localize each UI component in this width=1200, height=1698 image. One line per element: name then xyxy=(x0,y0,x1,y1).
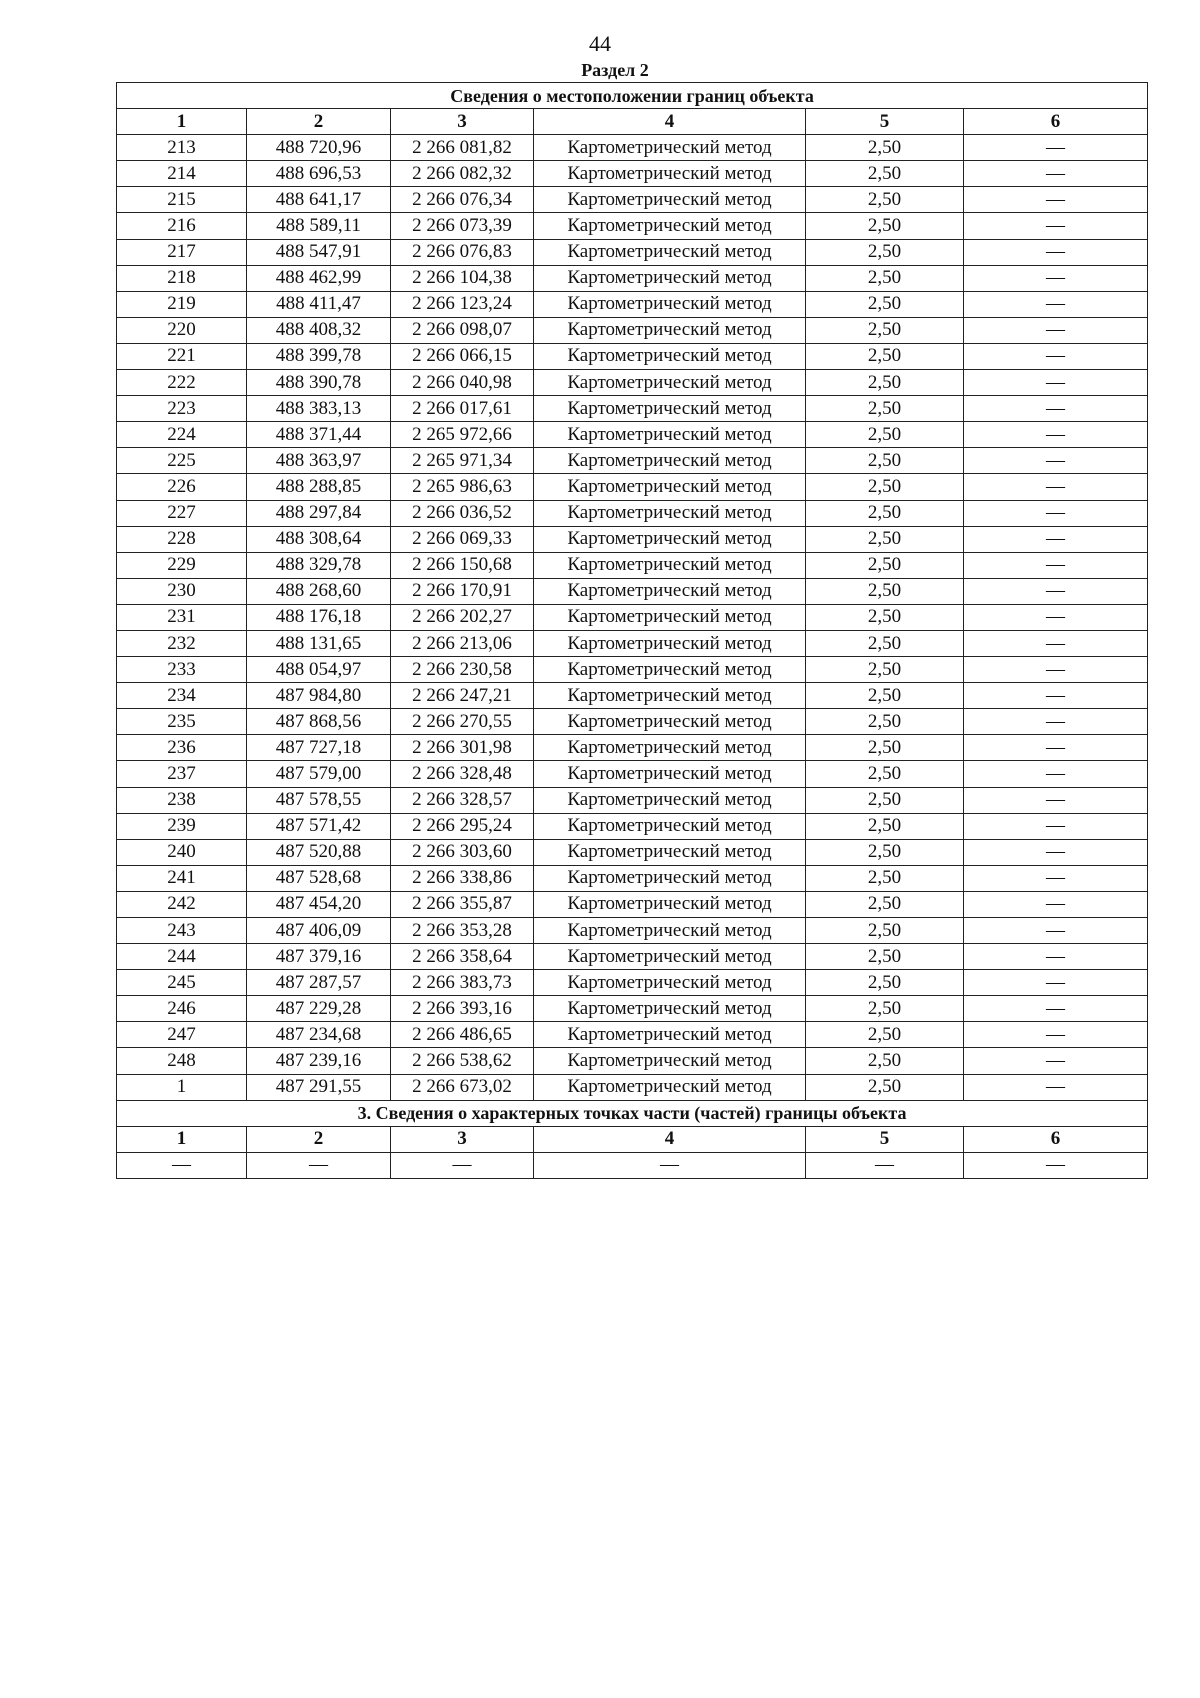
table-cell: 2 265 972,66 xyxy=(391,422,534,448)
table-row xyxy=(117,187,1148,213)
table-cell: — xyxy=(964,630,1148,656)
table-cell: 2 266 081,82 xyxy=(391,135,534,161)
column-header: 2 xyxy=(247,1126,391,1152)
table-cell: Картометрический метод xyxy=(534,918,806,944)
table-cell: 2 266 202,27 xyxy=(391,604,534,630)
table-cell: 239 xyxy=(117,813,247,839)
table-cell: 487 379,16 xyxy=(247,944,391,970)
table-cell: 228 xyxy=(117,526,247,552)
table-cell: 220 xyxy=(117,317,247,343)
table-cell: 2 266 073,39 xyxy=(391,213,534,239)
table-cell: — xyxy=(964,291,1148,317)
table-row xyxy=(117,630,1148,656)
table-cell: 2,50 xyxy=(806,891,964,917)
table-cell: 487 727,18 xyxy=(247,735,391,761)
table-cell: Картометрический метод xyxy=(534,370,806,396)
table-cell: 1 xyxy=(117,1074,247,1100)
table-row xyxy=(117,709,1148,735)
table-cell: 214 xyxy=(117,161,247,187)
table-cell: 487 287,57 xyxy=(247,970,391,996)
table-cell: 237 xyxy=(117,761,247,787)
table-cell: 488 641,17 xyxy=(247,187,391,213)
table-cell: 2,50 xyxy=(806,865,964,891)
column-header: 5 xyxy=(806,109,964,135)
table-row xyxy=(117,839,1148,865)
table-cell: 240 xyxy=(117,839,247,865)
table-cell: 2,50 xyxy=(806,813,964,839)
table-cell: — xyxy=(964,1048,1148,1074)
table-cell: Картометрический метод xyxy=(534,265,806,291)
table-cell: 487 291,55 xyxy=(247,1074,391,1100)
table-cell: Картометрический метод xyxy=(534,970,806,996)
coordinates-table-body xyxy=(117,83,1148,1179)
table-cell: Картометрический метод xyxy=(534,761,806,787)
table-cell: 215 xyxy=(117,187,247,213)
table-row xyxy=(117,370,1148,396)
table-row xyxy=(117,343,1148,369)
table-cell: 213 xyxy=(117,135,247,161)
table-row xyxy=(117,474,1148,500)
table-cell: — xyxy=(964,865,1148,891)
table-cell: 487 984,80 xyxy=(247,683,391,709)
table-cell: 2,50 xyxy=(806,291,964,317)
table-cell: — xyxy=(964,552,1148,578)
table-row xyxy=(117,683,1148,709)
table-cell: 218 xyxy=(117,265,247,291)
table-row xyxy=(117,213,1148,239)
table-cell: 487 579,00 xyxy=(247,761,391,787)
table-cell: — xyxy=(964,918,1148,944)
table-cell: 221 xyxy=(117,343,247,369)
table-cell: 488 288,85 xyxy=(247,474,391,500)
table-cell: 2 266 328,57 xyxy=(391,787,534,813)
table-cell: 488 297,84 xyxy=(247,500,391,526)
column-header: 2 xyxy=(247,109,391,135)
table-cell: 2 266 069,33 xyxy=(391,526,534,552)
table-cell: 487 239,16 xyxy=(247,1048,391,1074)
table-row xyxy=(117,761,1148,787)
table-row xyxy=(117,918,1148,944)
table-cell: 247 xyxy=(117,1022,247,1048)
table-caption: 3. Сведения о характерных точках части (частей) границы объекта xyxy=(117,1100,1148,1126)
table-cell: Картометрический метод xyxy=(534,161,806,187)
table-cell: 225 xyxy=(117,448,247,474)
table-header-row xyxy=(117,109,1148,135)
table-cell: Картометрический метод xyxy=(534,735,806,761)
table-cell: 2,50 xyxy=(806,709,964,735)
table-cell: — xyxy=(964,135,1148,161)
table-cell: 2,50 xyxy=(806,239,964,265)
table-cell: Картометрический метод xyxy=(534,578,806,604)
table-cell: 238 xyxy=(117,787,247,813)
table-cell: 488 390,78 xyxy=(247,370,391,396)
table-cell: 230 xyxy=(117,578,247,604)
table-cell: 488 131,65 xyxy=(247,630,391,656)
table-cell: — xyxy=(964,474,1148,500)
table-cell: 2,50 xyxy=(806,839,964,865)
table-cell: — xyxy=(117,1152,247,1178)
table-cell: — xyxy=(247,1152,391,1178)
table-caption-row xyxy=(117,1100,1148,1126)
table-cell: 2 266 303,60 xyxy=(391,839,534,865)
table-cell: Картометрический метод xyxy=(534,526,806,552)
table-cell: 2 266 170,91 xyxy=(391,578,534,604)
table-cell: — xyxy=(534,1152,806,1178)
table-cell: 2 266 301,98 xyxy=(391,735,534,761)
table-row xyxy=(117,996,1148,1022)
table-cell: 488 720,96 xyxy=(247,135,391,161)
table-cell: 2,50 xyxy=(806,396,964,422)
table-cell: 2,50 xyxy=(806,317,964,343)
table-cell: — xyxy=(964,604,1148,630)
table-cell: 2,50 xyxy=(806,187,964,213)
table-cell: 2 266 295,24 xyxy=(391,813,534,839)
table-cell: Картометрический метод xyxy=(534,474,806,500)
table-cell: 2 266 150,68 xyxy=(391,552,534,578)
table-cell: Картометрический метод xyxy=(534,1048,806,1074)
table-cell: 223 xyxy=(117,396,247,422)
table-cell: 2,50 xyxy=(806,161,964,187)
table-cell: 2 266 358,64 xyxy=(391,944,534,970)
table-cell: 488 696,53 xyxy=(247,161,391,187)
table-cell: 2,50 xyxy=(806,552,964,578)
table-cell: — xyxy=(964,735,1148,761)
table-cell: 2 266 098,07 xyxy=(391,317,534,343)
table-row xyxy=(117,1074,1148,1100)
table-cell: — xyxy=(964,944,1148,970)
table-cell: 487 578,55 xyxy=(247,787,391,813)
table-cell: 2,50 xyxy=(806,422,964,448)
table-cell: Картометрический метод xyxy=(534,604,806,630)
column-header: 4 xyxy=(534,1126,806,1152)
table-cell: 2 266 486,65 xyxy=(391,1022,534,1048)
table-cell: 2,50 xyxy=(806,735,964,761)
table-cell: 2 266 247,21 xyxy=(391,683,534,709)
table-cell: Картометрический метод xyxy=(534,552,806,578)
table-caption: Сведения о местоположении границ объекта xyxy=(117,83,1148,109)
table-cell: 2 266 328,48 xyxy=(391,761,534,787)
table-cell: 2 266 017,61 xyxy=(391,396,534,422)
table-cell: 2,50 xyxy=(806,1048,964,1074)
table-cell: Картометрический метод xyxy=(534,1074,806,1100)
table-cell: 488 383,13 xyxy=(247,396,391,422)
table-cell: 487 571,42 xyxy=(247,813,391,839)
table-cell: 233 xyxy=(117,657,247,683)
table-row xyxy=(117,865,1148,891)
table-cell: 488 054,97 xyxy=(247,657,391,683)
table-row xyxy=(117,813,1148,839)
table-cell: 2,50 xyxy=(806,683,964,709)
table-cell: — xyxy=(964,1152,1148,1178)
table-cell: — xyxy=(964,500,1148,526)
table-cell: 487 234,68 xyxy=(247,1022,391,1048)
page-number: 44 xyxy=(589,31,611,56)
table-cell: Картометрический метод xyxy=(534,865,806,891)
table-cell: 2,50 xyxy=(806,787,964,813)
table-cell: — xyxy=(964,239,1148,265)
table-cell: 2,50 xyxy=(806,604,964,630)
table-cell: — xyxy=(964,1022,1148,1048)
table-cell: 2 266 338,86 xyxy=(391,865,534,891)
column-header: 3 xyxy=(391,109,534,135)
table-row xyxy=(117,552,1148,578)
table-cell: 244 xyxy=(117,944,247,970)
table-cell: Картометрический метод xyxy=(534,317,806,343)
table-row xyxy=(117,735,1148,761)
table-cell: 2 266 123,24 xyxy=(391,291,534,317)
table-cell: 2 266 673,02 xyxy=(391,1074,534,1100)
table-row xyxy=(117,604,1148,630)
table-cell: — xyxy=(964,317,1148,343)
table-cell: 2,50 xyxy=(806,1074,964,1100)
table-cell: 487 528,68 xyxy=(247,865,391,891)
table-row xyxy=(117,265,1148,291)
table-cell: 2,50 xyxy=(806,370,964,396)
table-cell: 2,50 xyxy=(806,918,964,944)
table-cell: 488 408,32 xyxy=(247,317,391,343)
table-cell: 487 868,56 xyxy=(247,709,391,735)
table-cell: 246 xyxy=(117,996,247,1022)
table-cell: 231 xyxy=(117,604,247,630)
table-cell: 243 xyxy=(117,918,247,944)
table-cell: 2,50 xyxy=(806,578,964,604)
table-cell: Картометрический метод xyxy=(534,657,806,683)
table-cell: Картометрический метод xyxy=(534,996,806,1022)
table-cell: 2 266 383,73 xyxy=(391,970,534,996)
table-cell: 2,50 xyxy=(806,761,964,787)
table-cell: 2,50 xyxy=(806,448,964,474)
table-cell: 226 xyxy=(117,474,247,500)
table-cell: 248 xyxy=(117,1048,247,1074)
table-cell: 2 266 270,55 xyxy=(391,709,534,735)
table-cell: 2 266 353,28 xyxy=(391,918,534,944)
table-cell: 2 266 230,58 xyxy=(391,657,534,683)
table-cell: 224 xyxy=(117,422,247,448)
table-cell: 2 266 066,15 xyxy=(391,343,534,369)
table-cell: 488 176,18 xyxy=(247,604,391,630)
table-cell: 222 xyxy=(117,370,247,396)
table-cell: Картометрический метод xyxy=(534,683,806,709)
table-cell: — xyxy=(964,213,1148,239)
table-cell: — xyxy=(964,448,1148,474)
table-cell: 2 265 986,63 xyxy=(391,474,534,500)
table-cell: — xyxy=(964,839,1148,865)
table-cell: Картометрический метод xyxy=(534,422,806,448)
column-header: 4 xyxy=(534,109,806,135)
table-cell: — xyxy=(964,813,1148,839)
table-cell: Картометрический метод xyxy=(534,944,806,970)
column-header: 5 xyxy=(806,1126,964,1152)
table-cell: Картометрический метод xyxy=(534,1022,806,1048)
table-row xyxy=(117,526,1148,552)
table-row xyxy=(117,891,1148,917)
column-header: 6 xyxy=(964,1126,1148,1152)
table-cell: 2 266 040,98 xyxy=(391,370,534,396)
table-cell: — xyxy=(964,161,1148,187)
table-row xyxy=(117,239,1148,265)
table-cell: 488 462,99 xyxy=(247,265,391,291)
table-cell: 2 266 213,06 xyxy=(391,630,534,656)
table-cell: 2 266 393,16 xyxy=(391,996,534,1022)
table-cell: — xyxy=(964,343,1148,369)
table-cell: 2 266 355,87 xyxy=(391,891,534,917)
table-cell: 2 266 538,62 xyxy=(391,1048,534,1074)
table-row xyxy=(117,1152,1148,1178)
table-cell: Картометрический метод xyxy=(534,213,806,239)
table-cell: Картометрический метод xyxy=(534,239,806,265)
table-cell: 242 xyxy=(117,891,247,917)
table-cell: 2,50 xyxy=(806,213,964,239)
table-cell: 245 xyxy=(117,970,247,996)
table-cell: 2,50 xyxy=(806,996,964,1022)
table-cell: 2,50 xyxy=(806,970,964,996)
table-row xyxy=(117,291,1148,317)
table-cell: 488 547,91 xyxy=(247,239,391,265)
table-cell: 488 308,64 xyxy=(247,526,391,552)
table-cell: Картометрический метод xyxy=(534,630,806,656)
table-cell: 2 266 104,38 xyxy=(391,265,534,291)
table-row xyxy=(117,970,1148,996)
table-row xyxy=(117,317,1148,343)
table-cell: Картометрический метод xyxy=(534,291,806,317)
table-cell: 488 589,11 xyxy=(247,213,391,239)
table-cell: Картометрический метод xyxy=(534,448,806,474)
table-row xyxy=(117,135,1148,161)
table-cell: 2,50 xyxy=(806,135,964,161)
table-row xyxy=(117,1022,1148,1048)
table-cell: — xyxy=(964,1074,1148,1100)
table-cell: 2,50 xyxy=(806,944,964,970)
table-cell: — xyxy=(391,1152,534,1178)
table-cell: 488 268,60 xyxy=(247,578,391,604)
table-cell: — xyxy=(964,422,1148,448)
column-header: 3 xyxy=(391,1126,534,1152)
table-cell: 488 363,97 xyxy=(247,448,391,474)
table-cell: 216 xyxy=(117,213,247,239)
table-cell: 2,50 xyxy=(806,657,964,683)
table-cell: 2 266 036,52 xyxy=(391,500,534,526)
column-header: 1 xyxy=(117,1126,247,1152)
table-cell: Картометрический метод xyxy=(534,709,806,735)
table-cell: — xyxy=(964,187,1148,213)
table-cell: 2 266 076,34 xyxy=(391,187,534,213)
table-cell: 2 266 076,83 xyxy=(391,239,534,265)
table-cell: — xyxy=(964,970,1148,996)
table-cell: — xyxy=(964,787,1148,813)
table-cell: — xyxy=(964,265,1148,291)
table-cell: — xyxy=(964,370,1148,396)
table-cell: 2,50 xyxy=(806,265,964,291)
table-cell: Картометрический метод xyxy=(534,396,806,422)
table-row xyxy=(117,578,1148,604)
table-cell: 229 xyxy=(117,552,247,578)
table-cell: 2,50 xyxy=(806,630,964,656)
table-cell: Картометрический метод xyxy=(534,787,806,813)
table-caption-row xyxy=(117,83,1148,109)
table-cell: — xyxy=(964,578,1148,604)
table-cell: 487 406,09 xyxy=(247,918,391,944)
table-cell: — xyxy=(964,761,1148,787)
table-cell: — xyxy=(964,657,1148,683)
table-cell: 488 371,44 xyxy=(247,422,391,448)
table-row xyxy=(117,422,1148,448)
table-cell: — xyxy=(964,396,1148,422)
table-row xyxy=(117,396,1148,422)
table-cell: Картометрический метод xyxy=(534,500,806,526)
table-cell: 217 xyxy=(117,239,247,265)
table-row xyxy=(117,787,1148,813)
table-cell: 2 266 082,32 xyxy=(391,161,534,187)
table-cell: Картометрический метод xyxy=(534,839,806,865)
table-row xyxy=(117,161,1148,187)
table-cell: 235 xyxy=(117,709,247,735)
table-cell: 488 411,47 xyxy=(247,291,391,317)
table-cell: 236 xyxy=(117,735,247,761)
table-cell: 487 520,88 xyxy=(247,839,391,865)
table-cell: Картометрический метод xyxy=(534,135,806,161)
table-cell: Картометрический метод xyxy=(534,343,806,369)
table-cell: 2 265 971,34 xyxy=(391,448,534,474)
table-cell: 487 229,28 xyxy=(247,996,391,1022)
table-cell: 232 xyxy=(117,630,247,656)
table-cell: 2,50 xyxy=(806,526,964,552)
section-title: Раздел 2 xyxy=(581,60,649,80)
table-row xyxy=(117,944,1148,970)
table-cell: 488 399,78 xyxy=(247,343,391,369)
coordinates-table xyxy=(116,82,1148,1179)
table-cell: 2,50 xyxy=(806,500,964,526)
table-cell: — xyxy=(964,996,1148,1022)
table-cell: Картометрический метод xyxy=(534,187,806,213)
table-cell: — xyxy=(964,683,1148,709)
table-cell: 219 xyxy=(117,291,247,317)
table-cell: 227 xyxy=(117,500,247,526)
table-cell: — xyxy=(964,526,1148,552)
table-cell: 234 xyxy=(117,683,247,709)
table-cell: — xyxy=(964,891,1148,917)
table-row xyxy=(117,1048,1148,1074)
table-cell: 2,50 xyxy=(806,474,964,500)
table-cell: 241 xyxy=(117,865,247,891)
table-cell: 2,50 xyxy=(806,343,964,369)
table-cell: 487 454,20 xyxy=(247,891,391,917)
table-cell: — xyxy=(964,709,1148,735)
column-header: 6 xyxy=(964,109,1148,135)
table-row xyxy=(117,657,1148,683)
table-cell: 488 329,78 xyxy=(247,552,391,578)
table-cell: — xyxy=(806,1152,964,1178)
table-cell: 2,50 xyxy=(806,1022,964,1048)
table-row xyxy=(117,448,1148,474)
table-header-row xyxy=(117,1126,1148,1152)
table-row xyxy=(117,500,1148,526)
table-cell: Картометрический метод xyxy=(534,813,806,839)
table-cell: Картометрический метод xyxy=(534,891,806,917)
column-header: 1 xyxy=(117,109,247,135)
